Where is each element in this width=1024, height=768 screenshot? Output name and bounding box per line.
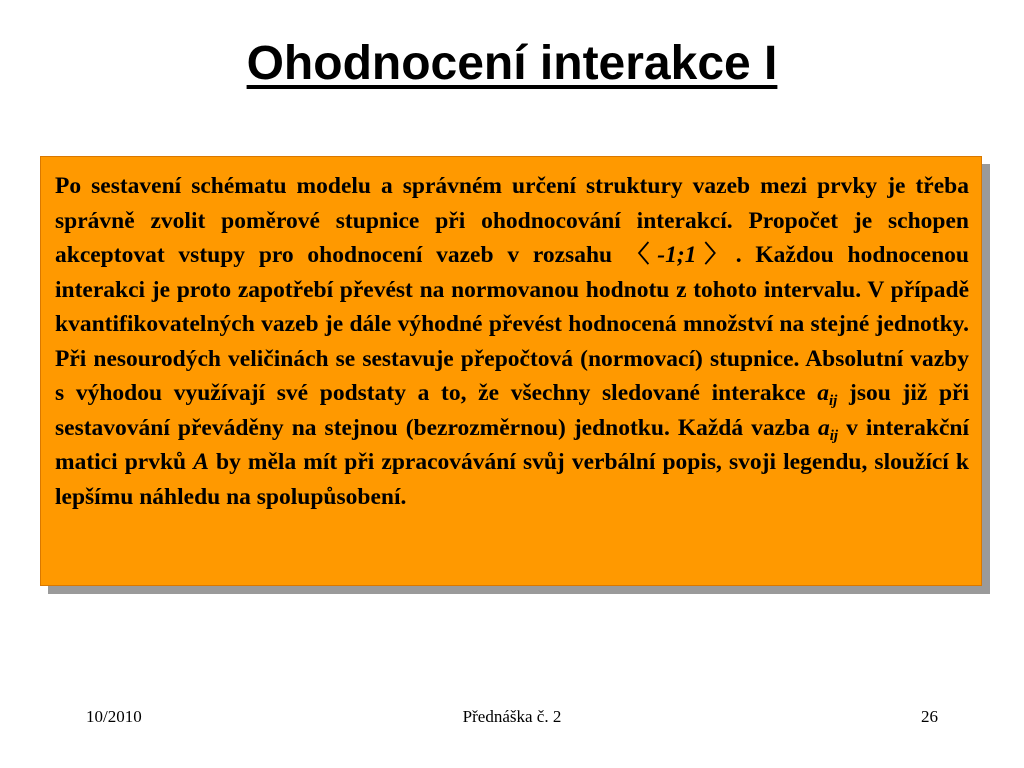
footer-lecture: Přednáška č. 2 [462,707,562,726]
variable-base: a [817,380,830,406]
slide-title-text: Ohodnocení interakce I [246,37,778,90]
range-open-bracket: 〈 [625,242,658,268]
text-part-5: by měla mít při zpracovávání svůj verbální popis, svoji legendu, sloužící k lepšímu náhledu na spolupůsobení. [55,449,969,510]
variable-a-ij [817,380,838,409]
body-paragraph [55,169,969,514]
range-close-bracket: 〉 [696,242,736,268]
matrix-symbol: A [193,449,209,475]
text-part-4: v interakční matici prvků [55,414,969,475]
footer-date: 10/2010 [86,707,142,726]
text-box [40,156,982,586]
variable-base-2: a [817,414,830,441]
text-part-3: jsou již při sestavování převáděny na stejnou (bezrozměrnou) jednotku. Každá vazba [55,380,969,441]
range-value: -1;1 [657,242,697,268]
variable-subscript-2: ij [829,427,839,444]
text-part-2: . Každou hodnocenou interakci je proto zapotřebí převést na normovanou hodnotu z tohoto intervalu. V případě kvantifikovatelných vazeb je dále výhodné převést hodnocená množství na stejné jednotky. Při nesourodých veličinách se sestavuje přepočtová (normovací) stupnice. Absolutní vazby s výhodou využívají své podstaty a to, že všechny sledované interakce [55,242,969,406]
variable-a-ij-2 [817,414,839,444]
slide-title [0,28,1024,100]
variable-subscript: ij [829,393,838,409]
text-part-1: Po sestavení schématu modelu a správném určení struktury vazeb mezi prvky je třeba správně zvolit poměrové stupnice při ohodnocování interakcí. Propočet je schopen akceptovat vstupy pro ohodnocení vazeb v rozsahu [55,173,969,268]
footer-page-number: 26 [921,707,938,726]
